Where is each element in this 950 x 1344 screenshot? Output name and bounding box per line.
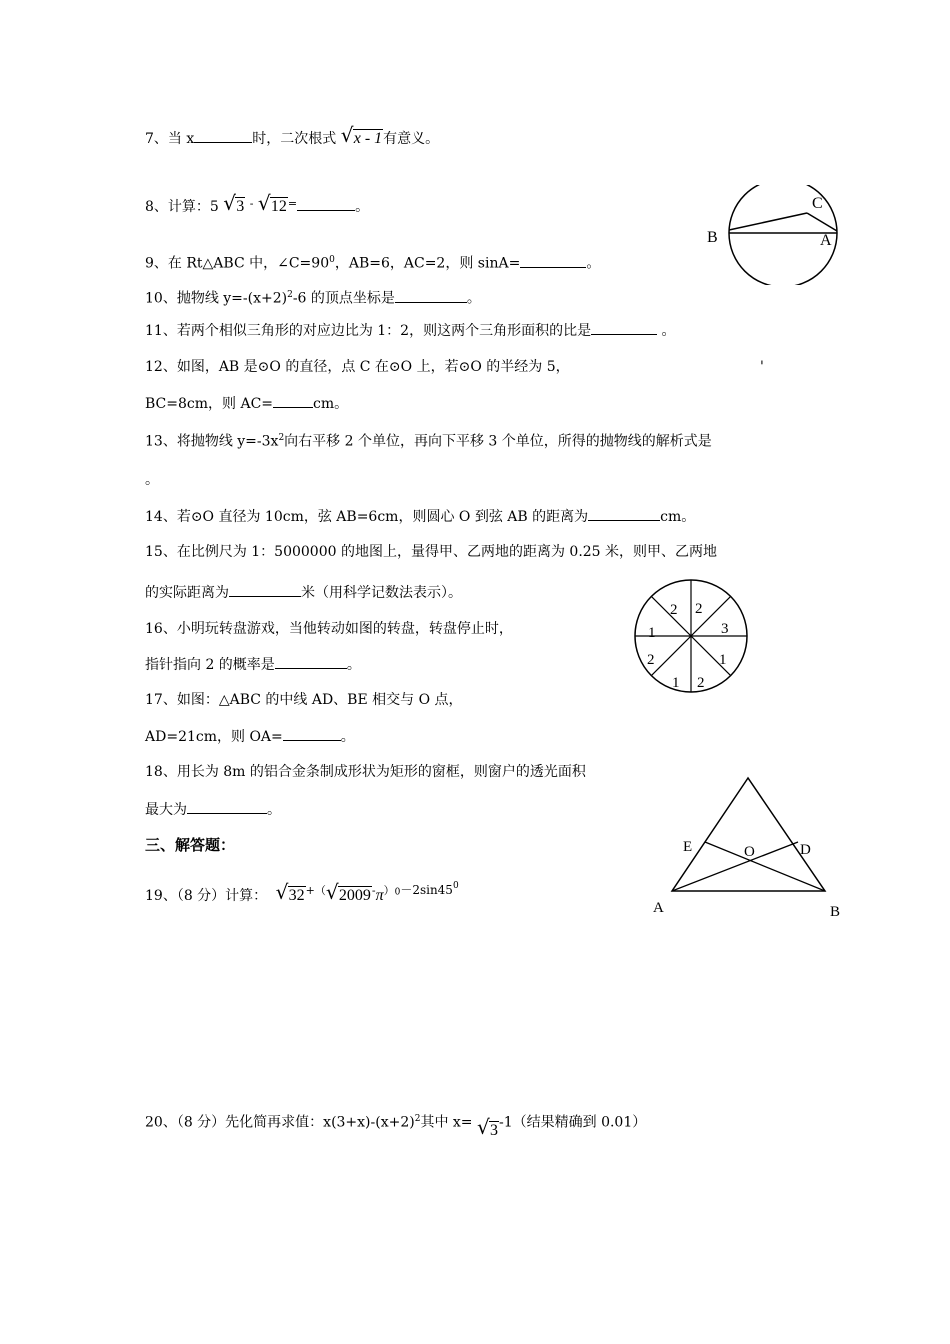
sector-label: 1 [719,652,727,668]
question-15-line-1: 15、在比例尺为 1：5000000 的地图上，量得甲、乙两地的距离为 0.25 米，则甲、乙两地 [145,544,718,560]
label-e: E [683,839,693,855]
sqrt-2009: √ 2009 [325,880,371,904]
answer-blank [591,320,657,335]
sector-label: 3 [721,621,729,637]
spinner-figure [630,575,755,700]
question-18-line-2: 最大为 。 [145,799,281,820]
answer-blank [273,393,313,408]
section-heading: 三、解答题： [145,836,236,854]
sqrt-expression: √ x - 1 [340,123,383,147]
question-7: 7、当 x 时，二次根式 √ x - 1有意义。 [145,123,440,147]
question-17-line-1: 17、如图：△ABC 的中线 AD、BE 相交与 O 点， [145,692,463,708]
triangle-figure [645,770,850,925]
question-12-line-2: BC=8cm，则 AC= cm。 [145,393,348,414]
question-12-line-1: 12、如图，AB 是⊙O 的直径，点 C 在⊙O 上，若⊙O 的半经为 5， [145,359,570,375]
label-b: B [707,229,718,246]
answer-blank [588,506,660,521]
stray-mark: ' [760,359,764,375]
question-16-line-2: 指针指向 2 的概率是 。 [145,654,361,675]
answer-blank [395,288,467,303]
answer-blank [194,128,252,143]
label-a: A [820,232,832,249]
chord-ca [807,213,837,231]
question-15-line-2: 的实际距离为 米（用科学记数法表示）。 [145,582,462,603]
label-c: C [812,195,823,212]
sector-label: 2 [695,601,703,617]
question-11: 11、若两个相似三角形的对应边比为 1：2，则这两个三角形面积的比是 。 [145,320,676,341]
question-17-line-2: AD=21cm，则 OA= 。 [145,726,355,747]
question-9: 9、在 Rt△ABC 中，$\angle C=90^0$，AB=6，AC=2，则 sinA= 。 [145,250,600,274]
question-20: 20、（8 分）先化简再求值：$x(3+x)-(x+2)^2$其中 x= √ 3-1（结果精确到 0.01） [145,1114,647,1139]
answer-blank [275,654,347,669]
chord-bc [729,213,807,230]
sector-label: 2 [670,602,678,618]
answer-blank [520,253,586,268]
sqrt-12: √ 12 [257,191,287,215]
sector-label: 2 [647,652,655,668]
label-b: B [830,904,841,920]
label-o: O [744,844,755,860]
sqrt-3: √ 3 [476,1114,498,1139]
answer-blank [187,799,267,814]
sector-label: 1 [648,625,656,641]
answer-blank [229,582,301,597]
answer-blank [283,726,341,741]
question-14: 14、若⊙O 直径为 10cm，弦 AB=6cm，则圆心 O 到弦 AB 的距离为 cm。 [145,506,695,527]
answer-blank [297,196,355,211]
sector-label: 2 [697,675,705,691]
sqrt-32: √ 32 [275,880,305,904]
question-13: 13、将抛物线 $y=-3x^2$向右平移 2 个单位，再向下平移 3 个单位，所得的抛物线的解析式是 [145,433,712,450]
question-8: 8、计算：5 √ 3 - √ 12= 。 [145,191,370,215]
label-a: A [653,900,664,916]
circle-figure [700,185,840,285]
question-13-line-2: 。 [145,472,159,488]
triangle-abc [672,778,825,891]
sqrt-3: √ 3 [223,191,245,215]
question-10: 10、抛物线 $y=-(x+2)^2-6$ 的顶点坐标是 。 [145,285,481,309]
question-19: 19、（8 分）计算： √ 32+（ √ $2009^-\pi^{)0}-2\sin 45^0$ [145,880,459,904]
question-16-line-1: 16、小明玩转盘游戏，当他转动如图的转盘，转盘停止时， [145,621,513,637]
sector-label: 1 [672,675,680,691]
question-18-line-1: 18、用长为 8m 的铝合金条制成形状为矩形的窗框，则窗户的透光面积 [145,764,586,780]
label-d: D [800,842,811,858]
